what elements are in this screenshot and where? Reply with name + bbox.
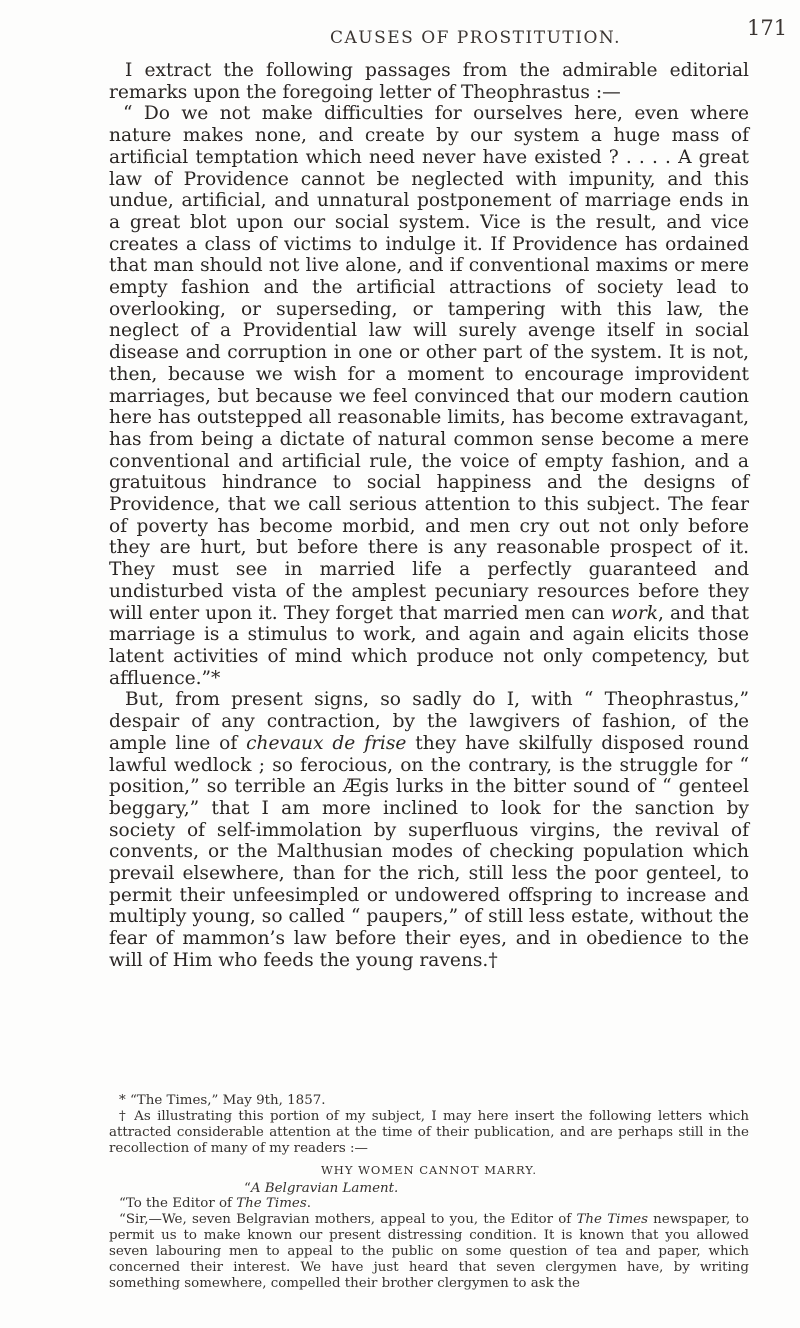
- paragraph-argument: [109, 689, 749, 971]
- paragraph-quotation: [109, 103, 749, 689]
- letter-heading: WHY WOMEN CANNOT MARRY.: [320, 1162, 538, 1177]
- argument-text-end: they have skilfully disposed round lawful wedlock ; so ferocious, on the contrary, is the struggle for “ position,” so terrible an Ægis lurks in the bitter sound of “ genteel beggary,” that I am more inclined to look for the sanction by society of self-immolation by superfluous virgins, the revival of convents, or the Malthusian modes of checking population which prevail elsewhere, than for the rich, still less the poor genteel, to permit their unfeesimpled or undowered offspring to increase and multiply young, so called “ paupers,” of still less estate, without the fear of mammon’s law before their eyes, and in obedience to the will of Him who feeds the young ravens.†: [109, 732, 750, 971]
- letter-body-start: “Sir,—We, seven Belgravian mothers, appeal to you, the Editor of: [119, 1212, 577, 1228]
- letter-subtitle: [109, 1181, 749, 1197]
- letter-addressee-suffix: .: [306, 1196, 311, 1212]
- paragraph-intro: I extract the following passages from the admirable editorial remarks upon the foregoing letter of Theophrastus :—: [109, 60, 749, 103]
- argument-text: But, from present signs, so sadly do I, with “ Theophrastus,” despair of any contraction, by the lawgivers of fashion, of the ample line of: [109, 689, 749, 754]
- running-head: [0, 12, 800, 52]
- letter-subtitle-quote: “: [244, 1180, 251, 1196]
- letter-body: [109, 1212, 749, 1292]
- letter-subtitle-text: A Belgravian Lament.: [250, 1180, 399, 1196]
- footnote-letters: † As illustrating this portion of my subject, I may here insert the following letters which attracted considerable attention at the time of their publication, and are perhaps still in the recollection of many of my readers :—: [109, 1108, 749, 1156]
- footnote-times: * “The Times,” May 9th, 1857.: [119, 1093, 326, 1108]
- letter-addressee: [109, 1196, 749, 1212]
- quotation-text: “ Do we not make difficulties for ourselves here, even where nature makes none, and create by our system a huge mass of artificial temptation which need never have existed ? . . . . A great law of Providence cannot be neglected with impunity, and this undue, artificial, and unnatural postponement of marriage ends in a great blot upon our social system. Vice is the result, and vice creates a class of victims to indulge it. If Providence has ordained that man should not live alone, and if conventional maxims or mere empty fashion and the artificial attractions of society lead to overlooking, or superseding, or tampering with this law, the neglect of a Providential law will surely avenge itself in social disease and corruption in one or other part of the system. It is not, then, because we wish for a moment to encourage improvident marriages, but because we feel convinced that our modern caution here has outstepped all reasonable limits, has become extravagant, has from being a dictate of natural common sense become a mere conventional and artificial rule, the voice of empty fashion, and a gratuitous hindrance to social happiness and the designs of Providence, that we call serious attention to this subject. The fear of poverty has become morbid, and men cry out not only before they are hurt, but before there is any reasonable prospect of it. They must see in married life a perfectly guaranteed and undisturbed vista of the amplest pecuniary resources before they will enter upon it. They forget that married men can: [109, 103, 749, 624]
- letter-addressee-newspaper: The Times: [236, 1196, 307, 1212]
- letter-body-end: newspaper, to permit us to make known our present distressing condition. It is known that you allowed seven labouring men to appeal to the public on some question of tea and paper, which concerned their interest. We have just heard that seven clergymen have, by writing something somewhere, compelled their brother clergymen to ask the: [109, 1212, 749, 1291]
- page-number: 171: [747, 16, 788, 40]
- letter-body-newspaper: The Times: [576, 1212, 648, 1228]
- quotation-text-end: , and that marriage is a stimulus to work, and again and again elicits those latent activities of mind which produce not only competency, but affluence.”*: [109, 602, 749, 689]
- running-title: CAUSES OF PROSTITUTION.: [330, 28, 622, 48]
- footnotes: [109, 1093, 749, 1292]
- quotation-italic-word: work: [610, 602, 658, 624]
- argument-italic-phrase: chevaux de frise: [246, 732, 407, 754]
- letter-addressee-prefix: “To the Editor of: [119, 1196, 237, 1212]
- body-text: [109, 60, 749, 972]
